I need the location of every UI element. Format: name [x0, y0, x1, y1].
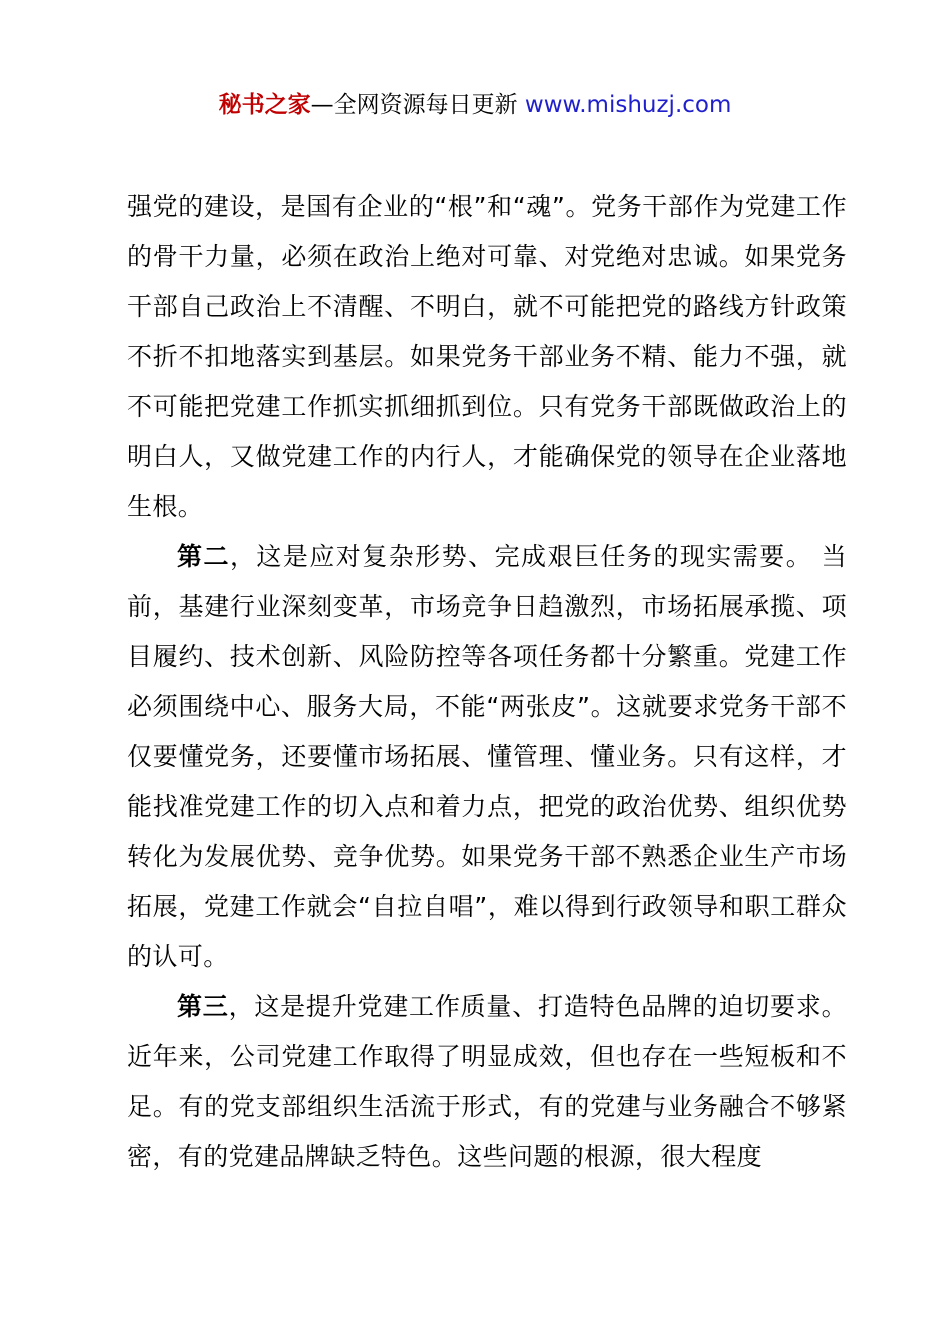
paragraph-1-text: 强党的建设，是国有企业的“根”和“魂”。党务干部作为党建工作的骨干力量，必须在政治上绝对可靠、对党绝对忠诚。如果党务干部自己政治上不清醒、不明白，就不可能把党的路线方针政策不折不扣地落实到基层。如果党务干部业务不精、能力不强，就不可能把党建工作抓实抓细抓到位。只有党务干部既做政治上的明白人，又做党建工作的内行人，才能确保党的领导在企业落地生根。	[127, 192, 847, 521]
site-tagline: —全网资源每日更新	[310, 92, 518, 118]
site-header	[0, 88, 950, 122]
paragraph-1	[127, 182, 847, 532]
site-brand: 秘书之家	[218, 92, 311, 118]
paragraph-3	[127, 982, 847, 1182]
paragraph-3-text: ，这是提升党建工作质量、打造特色品牌的迫切要求。 近年来，公司党建工作取得了明显成效，但也存在一些短板和不足。有的党支部组织生活流于形式，有的党建与业务融合不够紧密，有的党建品牌缺乏特色。这些问题的根源，很大程度	[127, 992, 847, 1171]
paragraph-2	[127, 532, 847, 982]
document-body	[127, 182, 847, 1182]
paragraph-3-lead: 第三	[177, 992, 229, 1021]
paragraph-2-text: ，这是应对复杂形势、完成艰巨任务的现实需要。 当前，基建行业深刻变革，市场竞争日趋激烈，市场拓展承揽、项目履约、技术创新、风险防控等各项任务都十分繁重。党建工作必须围绕中心、服务大局，不能“两张皮”。这就要求党务干部不仅要懂党务，还要懂市场拓展、懂管理、懂业务。只有这样，才能找准党建工作的切入点和着力点，把党的政治优势、组织优势转化为发展优势、竞争优势。如果党务干部不熟悉企业生产市场拓展，党建工作就会“自拉自唱”，难以得到行政领导和职工群众的认可。	[127, 542, 847, 971]
paragraph-2-lead: 第二	[177, 542, 230, 571]
site-url-link[interactable]: www.mishuzj.com	[524, 92, 732, 118]
